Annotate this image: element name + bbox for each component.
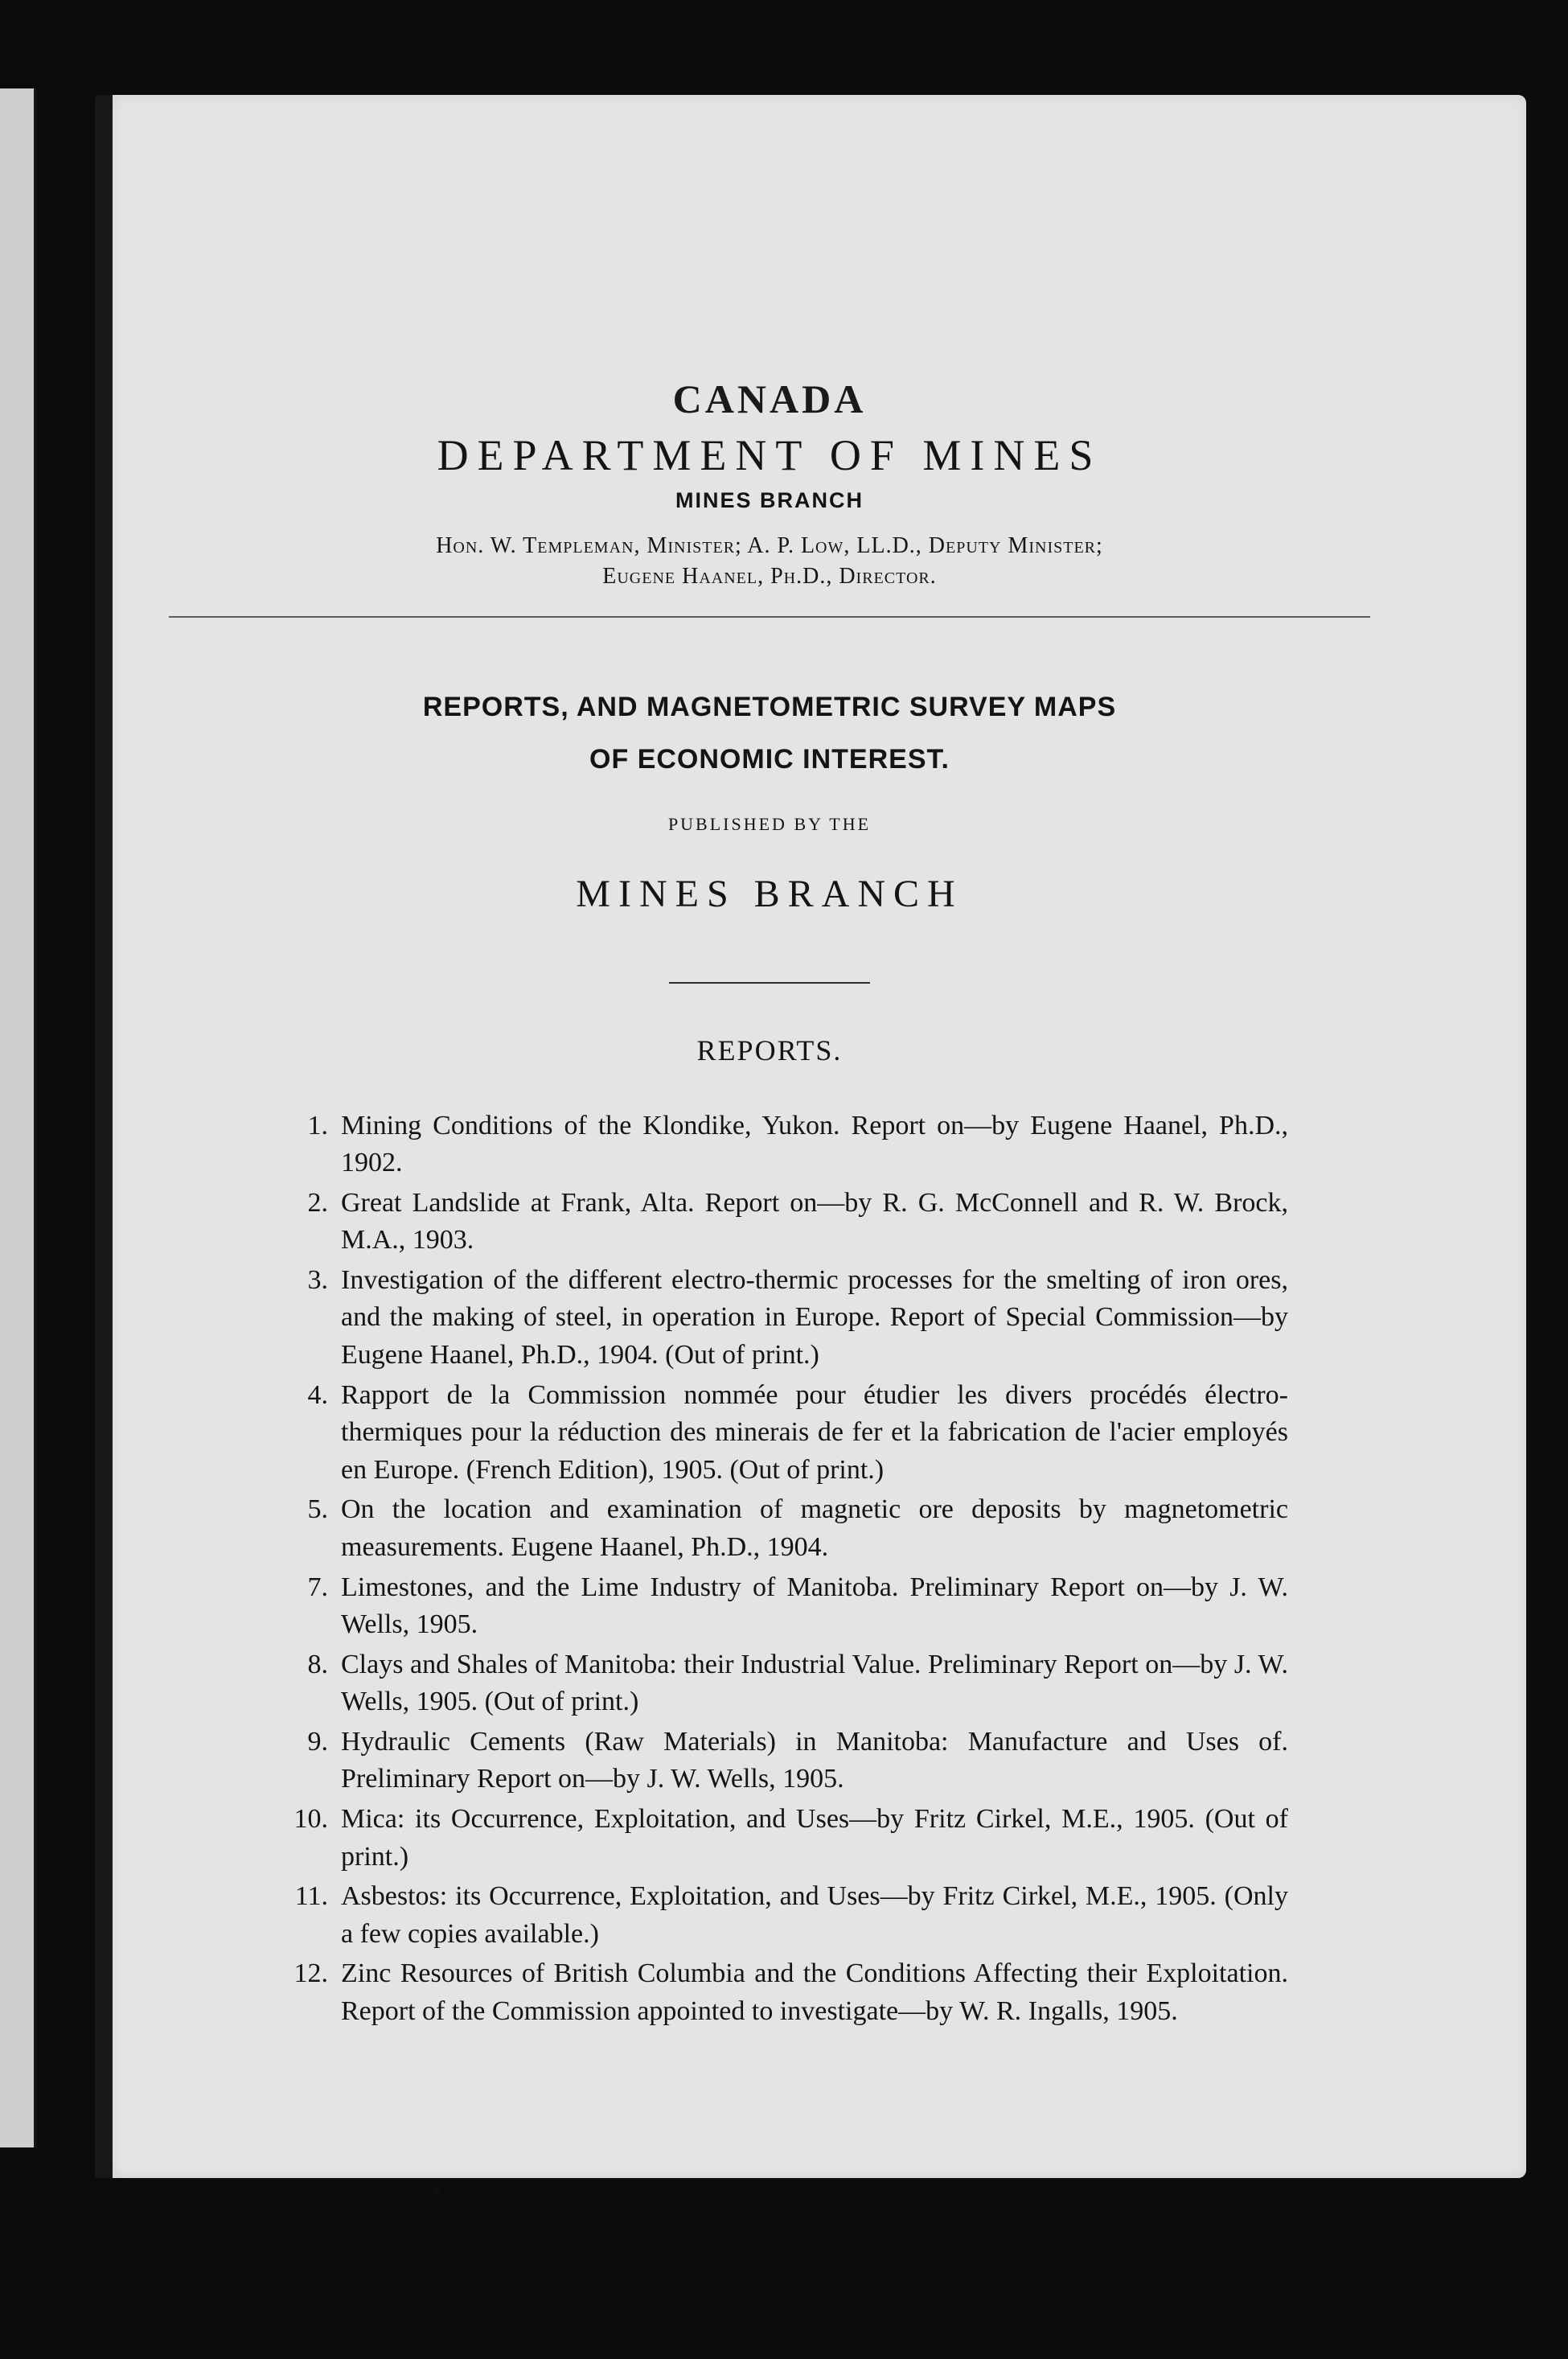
- list-item: [251, 1724, 1288, 1798]
- item-number: 1.: [307, 1110, 328, 1140]
- section-divider: [669, 982, 870, 984]
- item-number: 3.: [307, 1264, 328, 1295]
- list-item: [251, 1801, 1288, 1876]
- item-text: Rapport de la Commission nommée pour étudier les divers procédés électro-thermiques pour la réduction des minerais de fer et la fabrication de l'acier employés en Europe. (French Edition), 1905. (Out of print.): [341, 1379, 1288, 1485]
- item-text: Zinc Resources of British Columbia and the Conditions Affecting their Exploitation. Report of the Commission appointed to investigate—by W. R. Ingalls, 1905.: [341, 1958, 1288, 2026]
- item-number: 11.: [294, 1881, 328, 1912]
- item-text: Mica: its Occurrence, Exploitation, and Uses—by Fritz Cirkel, M.E., 1905. (Out of print.): [341, 1804, 1288, 1872]
- reports-section-heading: REPORTS.: [696, 1034, 843, 1066]
- country-heading: CANADA: [672, 376, 867, 421]
- branch-heading: MINES BRANCH: [675, 488, 864, 512]
- item-number: 12.: [293, 1958, 328, 1989]
- item-text: Great Landslide at Frank, Alta. Report on—by R. G. McConnell and R. W. Brock, M.A., 1903.: [341, 1187, 1288, 1256]
- list-item: [251, 1646, 1288, 1721]
- item-number: 9.: [307, 1726, 328, 1757]
- document-title-line-1: REPORTS, AND MAGNETOMETRIC SURVEY MAPS: [422, 691, 1117, 722]
- item-number: 4.: [307, 1379, 328, 1410]
- item-number: 2.: [307, 1187, 328, 1218]
- item-text: Investigation of the different electro-thermic processes for the smelting of iron ores, and the making of steel, in operation in Europe. Report of Special Commission—by Eugene Haanel, Ph.D., 1904. (Out of print.): [341, 1264, 1288, 1371]
- list-item: [251, 1569, 1288, 1644]
- item-number: 8.: [307, 1649, 328, 1679]
- adjacent-page-edge: [0, 88, 37, 2147]
- list-item: [251, 1878, 1288, 1953]
- list-item: [251, 1108, 1288, 1182]
- item-text: Limestones, and the Lime Industry of Manitoba. Preliminary Report on—by J. W. Wells, 1905.: [341, 1572, 1288, 1640]
- item-text: Asbestos: its Occurrence, Exploitation, and Uses—by Fritz Cirkel, M.E., 1905. (Only a few copies available.): [341, 1881, 1288, 1949]
- item-text: Mining Conditions of the Klondike, Yukon. Report on—by Eugene Haanel, Ph.D., 1902.: [341, 1110, 1288, 1178]
- officials-line-2: Eugene Haanel, Ph.D., Director.: [602, 563, 937, 589]
- published-by-label: PUBLISHED BY THE: [667, 813, 872, 834]
- item-text: Clays and Shales of Manitoba: their Industrial Value. Preliminary Report on—by J. W. Wells, 1905. (Out of print.): [341, 1649, 1288, 1717]
- item-text: On the location and examination of magnetic ore deposits by magnetometric measurements. Eugene Haanel, Ph.D., 1904.: [341, 1494, 1288, 1562]
- officials-block: [251, 531, 1288, 592]
- list-item: [251, 1955, 1288, 2030]
- list-item: [251, 1185, 1288, 1260]
- list-item: [251, 1491, 1288, 1566]
- page-content: [251, 267, 1288, 2032]
- department-heading: DEPARTMENT OF MINES: [437, 431, 1102, 479]
- list-item: [251, 1377, 1288, 1490]
- item-text: Hydraulic Cements (Raw Materials) in Manitoba: Manufacture and Uses of. Preliminary Report on—by J. W. Wells, 1905.: [341, 1726, 1288, 1794]
- item-number: 5.: [307, 1494, 328, 1525]
- item-number: 7.: [307, 1572, 328, 1602]
- reports-list: [251, 1108, 1288, 2031]
- officials-line-1: Hon. W. Templeman, Minister; A. P. Low, LL.D., Deputy Minister;: [436, 533, 1103, 558]
- publisher-name: MINES BRANCH: [576, 872, 963, 915]
- header-divider: [169, 616, 1370, 618]
- document-title-line-2: OF ECONOMIC INTEREST.: [589, 743, 950, 775]
- ink-dot: [433, 2188, 441, 2196]
- item-number: 10.: [293, 1804, 328, 1834]
- list-item: [251, 1262, 1288, 1375]
